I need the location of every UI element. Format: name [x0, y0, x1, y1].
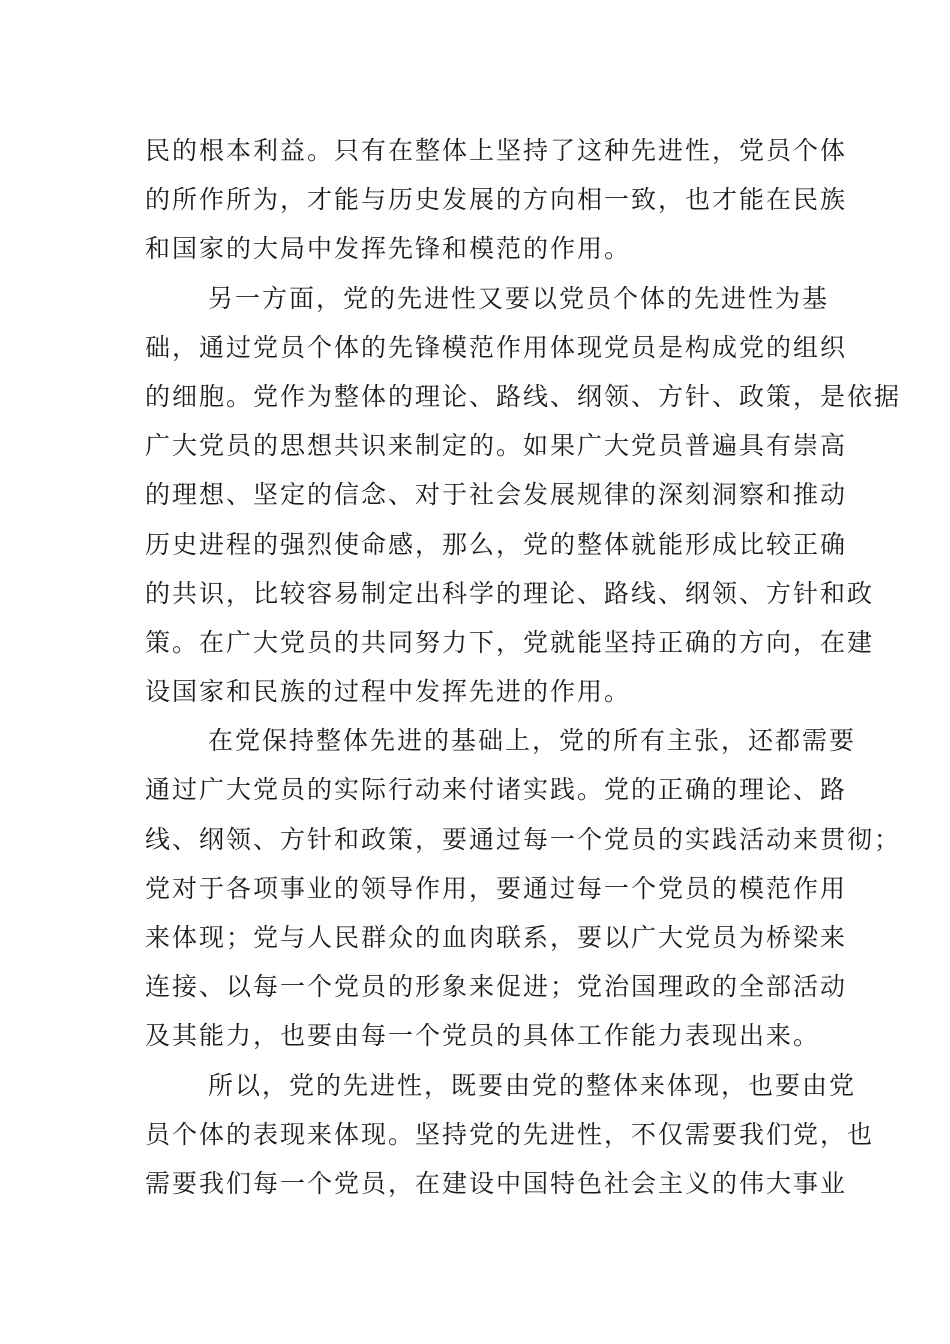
text-line: 连接、以每一个党员的形象来促进；党治国理政的全部活动: [145, 972, 848, 1002]
text-line: 础，通过党员个体的先锋模范作用体现党员是构成党的组织: [145, 332, 848, 362]
text-line: 另一方面，党的先进性又要以党员个体的先进性为基: [208, 283, 830, 313]
text-line: 策。在广大党员的共同努力下，党就能坚持正确的方向，在建: [145, 627, 875, 657]
paragraph: [145, 716, 902, 1060]
text-line: 在党保持整体先进的基础上，党的所有主张，还都需要: [208, 726, 857, 756]
text-line: 所以，党的先进性，既要由党的整体来体现，也要由党: [208, 1070, 857, 1100]
text-line: 来体现；党与人民群众的血肉联系，要以广大党员为桥梁来: [145, 923, 848, 952]
text-line: 线、纲领、方针和政策，要通过每一个党员的实践活动来贯彻；: [145, 824, 902, 854]
text-line: 广大党员的思想共识来制定的。如果广大党员普遍具有崇高: [145, 431, 848, 461]
paragraph: [145, 1061, 875, 1209]
body-text: [145, 126, 902, 1208]
text-line: 员个体的表现来体现。坚持党的先进性，不仅需要我们党，也: [145, 1119, 875, 1149]
text-line: 通过广大党员的实际行动来付诸实践。党的正确的理论、路: [145, 775, 848, 805]
text-line: 的共识，比较容易制定出科学的理论、路线、纲领、方针和政: [145, 578, 875, 608]
text-line: 设国家和民族的过程中发挥先进的作用。: [145, 677, 632, 707]
text-line: 的所作所为，才能与历史发展的方向相一致，也才能在民族: [145, 185, 848, 215]
text-line: 和国家的大局中发挥先锋和模范的作用。: [145, 234, 632, 264]
text-line: 历史进程的强烈使命感，那么，党的整体就能形成比较正确: [145, 529, 848, 559]
paragraph: [145, 126, 848, 274]
text-line: 的理想、坚定的信念、对于社会发展规律的深刻洞察和推动: [145, 480, 848, 510]
text-line: 及其能力，也要由每一个党员的具体工作能力表现出来。: [145, 1021, 821, 1051]
text-line: 党对于各项事业的领导作用，要通过每一个党员的模范作用: [145, 873, 848, 903]
paragraph: [145, 274, 902, 717]
text-line: 需要我们每一个党员，在建设中国特色社会主义的伟大事业: [145, 1168, 848, 1198]
text-line: 民的根本利益。只有在整体上坚持了这种先进性，党员个体: [145, 136, 848, 165]
text-line: 的细胞。党作为整体的理论、路线、纲领、方针、政策，是依据: [145, 381, 902, 411]
